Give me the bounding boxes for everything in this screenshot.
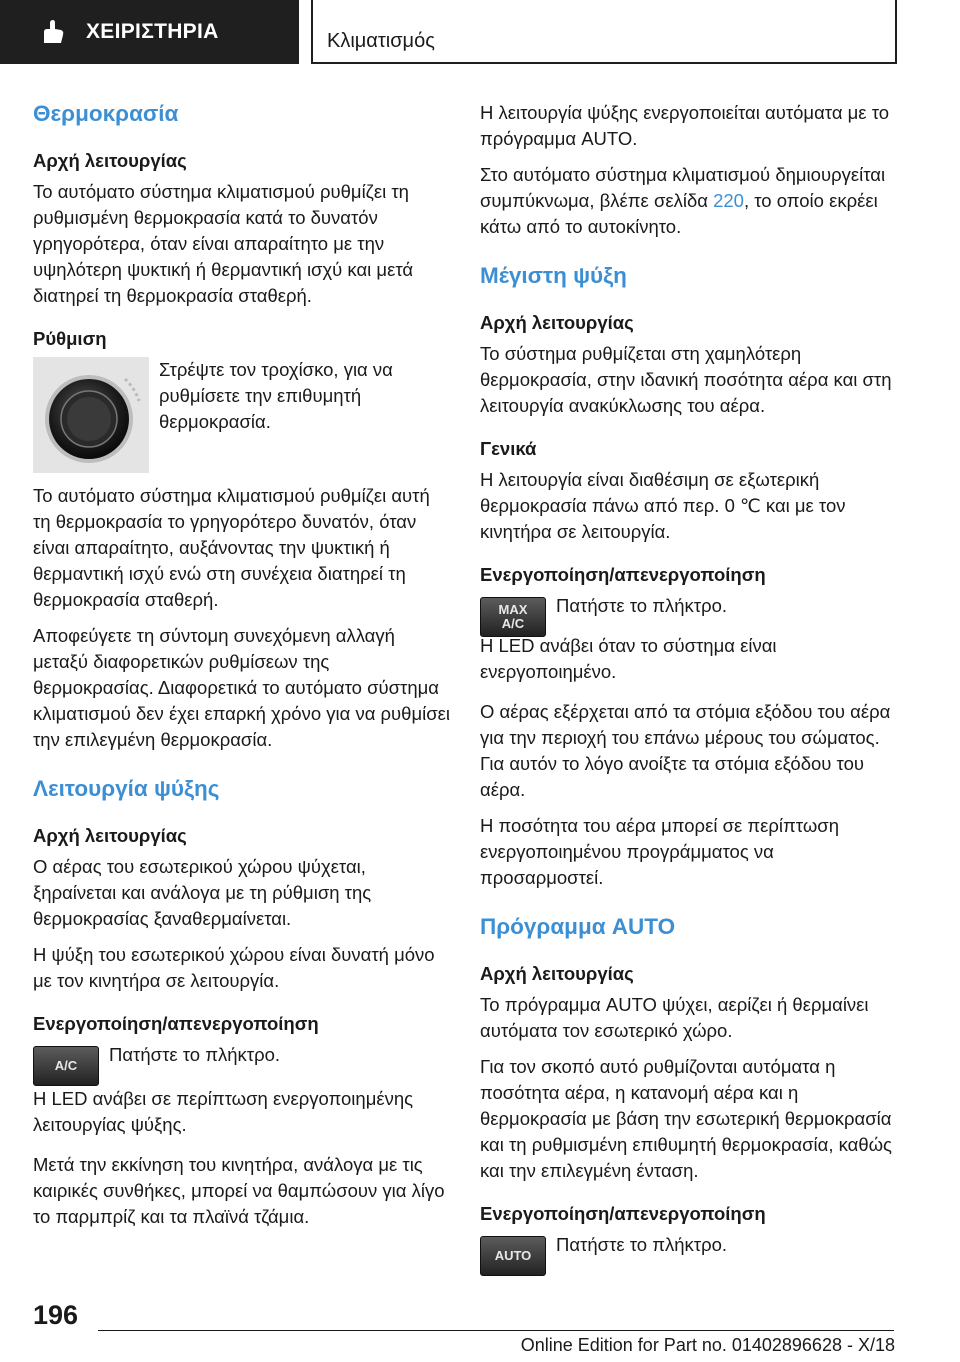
temperature-heading: Θερμοκρασία xyxy=(33,101,179,126)
max-onoff-heading: Ενεργοποίηση/απενεργοποίηση xyxy=(480,564,766,586)
max-ac-button-line2: A/C xyxy=(501,616,525,632)
page-link-220[interactable]: 220 xyxy=(713,190,744,211)
max-ac-button-line1: MAX xyxy=(498,602,528,618)
header-chapter-box xyxy=(311,0,897,64)
cooling-after-text: Μετά την εκκίνηση του κινητήρα, ανάλογα με τις καιρικές συνθήκες, μπορεί να θαμπώσουν για λίγο το παρμπρίζ και τα πλαϊνά τζάμια. xyxy=(33,1154,445,1228)
footer-divider xyxy=(98,1330,894,1331)
cooling-principle-text-2: Η ψύξη του εσωτερικού χώρου είναι δυνατή μόνο με τον κινητήρα σε λειτουργία. xyxy=(33,944,435,992)
auto-button-image: AUTO xyxy=(480,1236,546,1276)
right-column xyxy=(480,100,900,1286)
ac-led-text: Η LED ανάβει σε περίπτωση ενεργοποιημένης λειτουργίας ψύξης. xyxy=(33,1088,414,1136)
temperature-setting-instruction: Στρέψτε τον τροχίσκο, για να ρυθμίσετε την επιθυμητή θερμοκρασία. xyxy=(159,359,393,433)
temperature-setting-text-1: Το αυτόματο σύστημα κλιματισμού ρυθμίζει αυτή τη θερμοκρασία το γρηγορότερο δυνατόν, όταν είναι απαραίτητο, αυξάνοντας την ψυκτική ή θερμαντική ισχύ ενώ στη συνέχεια διατηρεί τη θερμοκρασία σταθερή. xyxy=(33,485,430,611)
auto-press-text: Πατήστε το πλήκτρο. xyxy=(556,1234,728,1256)
temperature-setting-text-2: Αποφεύγετε τη σύντομη συνεχόμενη αλλαγή μεταξύ διαφορετικών ρυθμίσεων της θερμοκρασίας. Διαφορετικά το αυτόματο σύστημα κλιματισμού δεν έχει επαρκή χρόνο για να ρυθμίσει την επιλεγμένη θερμοκρασία. xyxy=(33,625,450,751)
cooling-auto-text: Η λειτουργία ψύξης ενεργοποιείται αυτόματα με το πρόγραμμα AUTO. xyxy=(480,102,890,149)
auto-onoff-heading: Ενεργοποίηση/απενεργοποίηση xyxy=(480,1203,766,1225)
temperature-knob-row xyxy=(33,357,451,473)
max-ac-button-image xyxy=(480,597,546,637)
hand-pointer-icon xyxy=(40,19,66,45)
auto-principle-text-1: Το πρόγραμμα AUTO ψύχει, αερίζει ή θερμαίνει αυτόματα τον εσωτερικό χώρο. xyxy=(480,994,869,1042)
max-principle-text: Το σύστημα ρυθμίζεται στη χαμηλότερη θερμοκρασία, στην ιδανική ποσότητα αέρα και στη λειτουργία ανακύκλωσης του αέρα. xyxy=(480,343,892,417)
chapter-title: Κλιματισμός xyxy=(327,30,435,52)
max-air-text-1: Ο αέρας εξέρχεται από τα στόμια εξόδου του αέρα για την περιοχή του επάνω μέρους του σώματος. Για αυτόν το λόγο ανοίξτε τα στόμια εξόδου του αέρα. xyxy=(480,701,891,801)
max-general-heading: Γενικά xyxy=(480,438,537,460)
temperature-principle-heading: Αρχή λειτουργίας xyxy=(33,150,187,171)
left-column xyxy=(33,100,451,1240)
cooling-principle-text-1: Ο αέρας του εσωτερικού χώρου ψύχεται, ξηραίνεται και ανάλογα με τη ρύθμιση της θερμοκρασίας ξαναθερμαίνεται. xyxy=(33,856,372,930)
max-ac-button-row xyxy=(480,593,900,637)
condensate-text-b: , το οποίο εκρέει κάτω από το αυτοκίνητο. xyxy=(480,190,878,237)
max-principle-heading: Αρχή λειτουργίας xyxy=(480,312,634,333)
max-led-text: Η LED ανάβει όταν το σύστημα είναι ενεργοποιημένο. xyxy=(480,635,777,683)
max-cooling-heading: Μέγιστη ψύξη xyxy=(480,263,627,288)
max-press-text: Πατήστε το πλήκτρο. xyxy=(556,595,728,617)
auto-program-heading: Πρόγραμμα AUTO xyxy=(480,914,676,940)
max-general-text: Η λειτουργία είναι διαθέσιμη σε εξωτερική θερμοκρασία πάνω από περ. 0 ℃ και με τον κινητήρα σε λειτουργία. xyxy=(480,469,846,543)
cooling-principle-heading: Αρχή λειτουργίας xyxy=(33,825,187,847)
temperature-principle-text: Το αυτόματο σύστημα κλιματισμού ρυθμίζει τη ρυθμισμένη θερμοκρασία κατά το δυνατόν γρηγορότερα, όταν είναι απαραίτητο με την υψηλότερη ψυκτική ή θερμαντική ισχύ και μετά διατηρεί τη θερμοκρασία σταθερή. xyxy=(33,181,414,307)
page-number: 196 xyxy=(33,1300,79,1330)
cooling-heading: Λειτουργία ψύξης xyxy=(33,776,220,802)
auto-button-row xyxy=(480,1232,900,1276)
manual-section-label: ΧΕΙΡΙΣΤΗΡΙΑ xyxy=(86,20,219,43)
auto-principle-heading: Αρχή λειτουργίας xyxy=(480,963,634,985)
condensate-text xyxy=(480,162,900,240)
footer-edition-text: Online Edition for Part no. 01402896628 - X/18 xyxy=(520,1335,895,1355)
auto-principle-text-2: Για τον σκοπό αυτό ρυθμίζονται αυτόματα η ποσότητα αέρα, η κατανομή αέρα και η θερμοκρασία με βάση την εσωτερική θερμοκρασία και τη ρυθμισμένη επιθυμητή θερμοκρασία, καθώς και την επιλεγμένη ένταση. xyxy=(480,1056,892,1182)
ac-button-image: A/C xyxy=(33,1046,99,1086)
header-tab xyxy=(0,0,299,64)
ac-press-text: Πατήστε το πλήκτρο. xyxy=(109,1044,281,1066)
temperature-setting-heading: Ρύθμιση xyxy=(33,328,107,350)
cooling-onoff-heading: Ενεργοποίηση/απενεργοποίηση xyxy=(33,1013,319,1035)
rotary-knob-icon xyxy=(33,357,149,473)
max-air-text-2: Η ποσότητα του αέρα μπορεί σε περίπτωση ενεργοποιημένου προγράμματος να προσαρμοστεί. xyxy=(480,815,839,889)
temperature-knob-image xyxy=(33,357,149,473)
ac-button-row xyxy=(33,1042,451,1086)
condensate-text-a: Στο αυτόματο σύστημα κλιματισμού δημιουργείται συμπύκνωμα, βλέπε σελίδα xyxy=(480,164,886,211)
